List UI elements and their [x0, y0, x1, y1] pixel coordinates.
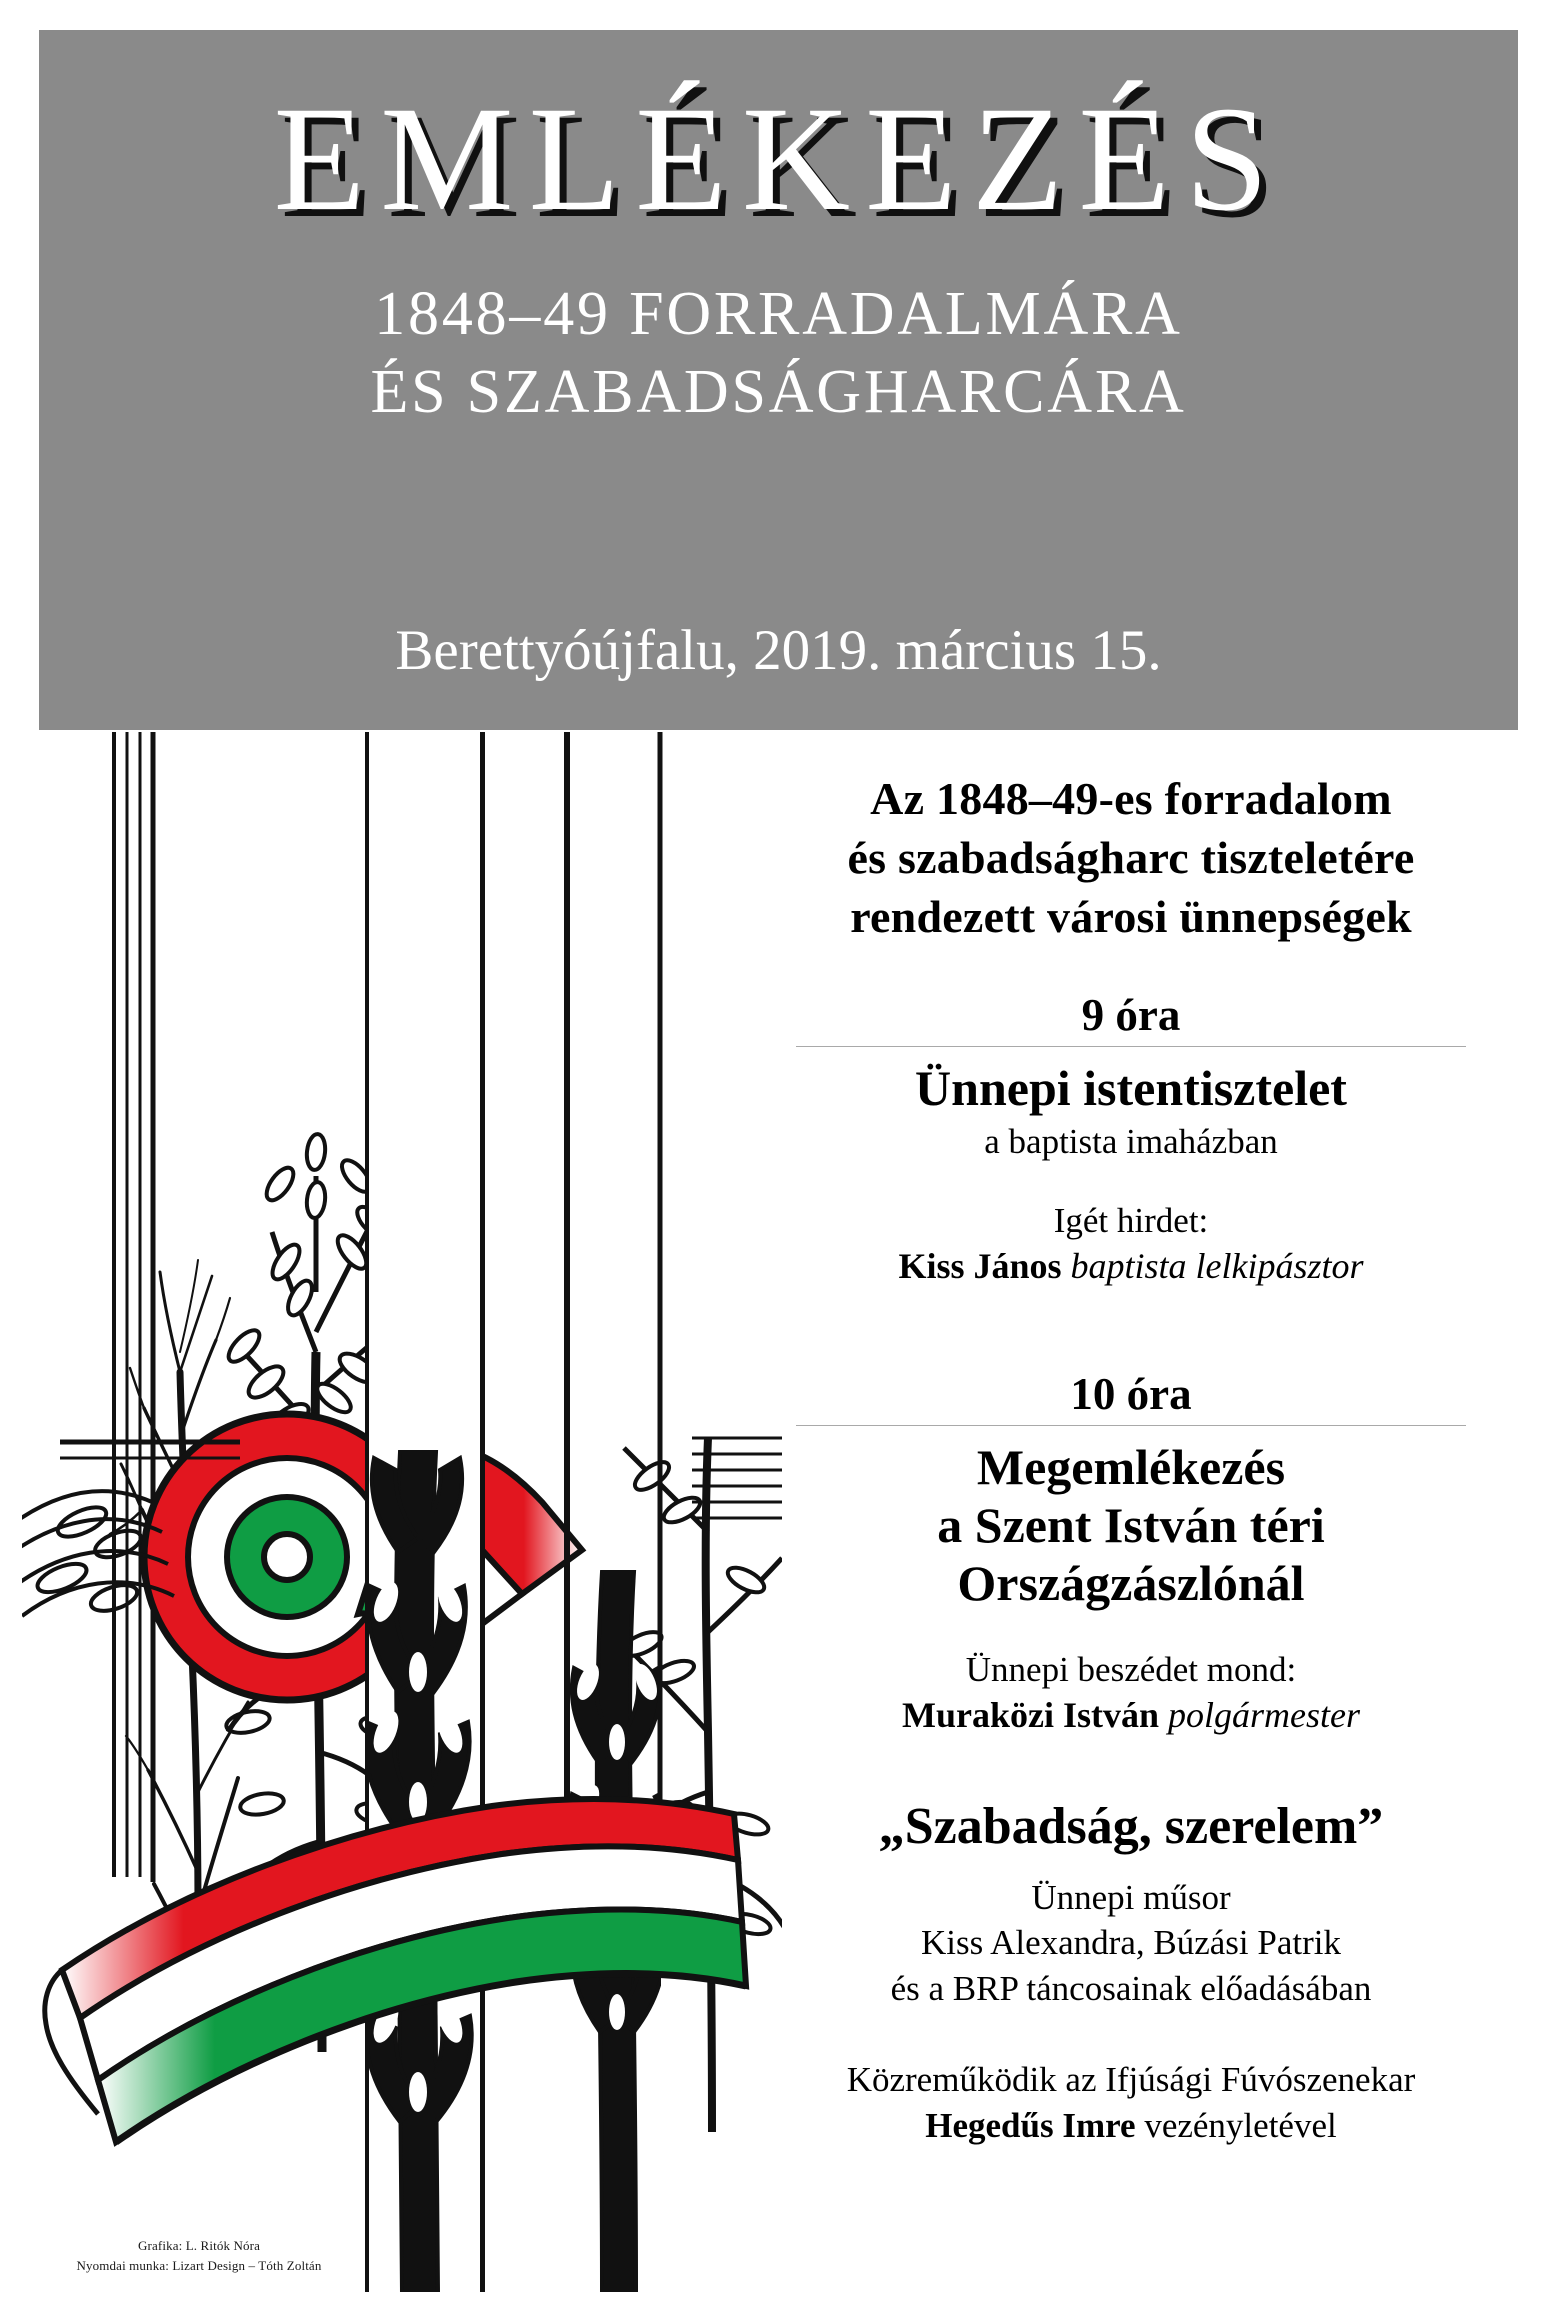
event-1-divider [796, 1046, 1466, 1047]
poster-subtitle-line-2: ÉS SZABADSÁGHARCÁRA [370, 358, 1187, 427]
event-1-title-line-1: Ünnepi istentisztelet [915, 1060, 1347, 1117]
program-closing [725, 2057, 1537, 2148]
performance-line-2: Kiss Alexandra, Búzási Patrik [921, 1923, 1341, 1963]
performance-line-3: és a BRP táncosainak előadásában [890, 1968, 1372, 2008]
program-event-1 [725, 991, 1537, 1290]
event-1-speaker-row [725, 1243, 1537, 1290]
event-1-place: a baptista imaházban [984, 1122, 1278, 1162]
event-1-speaker [725, 1199, 1537, 1290]
event-2-speaker-row [725, 1692, 1537, 1739]
poster-header-band [39, 30, 1518, 730]
cockade-illustration [22, 732, 782, 2292]
event-2-speaker [725, 1648, 1537, 1739]
event-2-title-line-1: Megemlékezés [976, 1439, 1286, 1496]
event-1-speaker-role: baptista lelkipásztor [1070, 1245, 1364, 1286]
event-2-title [725, 1438, 1537, 1612]
credit-graphics: Grafika: L. Ritók Nóra [138, 2238, 260, 2253]
event-2-title-line-3: Országzászlónál [957, 1555, 1305, 1612]
program-intro-line-2: és szabadságharc tiszteletére [847, 831, 1415, 883]
program-event-2 [725, 1370, 1537, 1739]
closing-conductor-row [725, 2103, 1537, 2149]
performance-details [725, 1875, 1537, 2012]
event-1-time: 9 óra [1081, 989, 1181, 1040]
artwork-credits [34, 2236, 364, 2276]
program-column [725, 770, 1537, 2148]
event-2-time: 10 óra [1070, 1368, 1192, 1419]
program-intro-line-1: Az 1848–49-es forradalom [870, 773, 1392, 824]
program-performance [725, 1797, 1537, 2011]
credit-print: Nyomdai munka: Lizart Design – Tóth Zoltán [76, 2258, 322, 2274]
program-intro [725, 770, 1537, 947]
poster-place-date: Berettyóújfalu, 2019. március 15. [395, 619, 1162, 682]
closing-line-1: Közreműködik az Ifjúsági Fúvószenekar [846, 2060, 1416, 2100]
poster-subtitle-line-1: 1848–49 FORRADALMÁRA [374, 280, 1183, 348]
event-2-speaker-role: polgármester [1168, 1694, 1360, 1735]
event-2-speaker-name: Muraközi István [901, 1694, 1159, 1735]
closing-conductor-name: Hegedűs Imre [925, 2105, 1136, 2145]
event-2-title-line-2: a Szent István téri [937, 1497, 1325, 1554]
event-2-speaker-label: Ünnepi beszédet mond: [965, 1650, 1297, 1690]
event-1-speaker-name: Kiss János [898, 1245, 1062, 1286]
poster-subtitle [39, 275, 1518, 431]
event-2-divider [796, 1425, 1466, 1426]
performance-line-1: Ünnepi műsor [1031, 1877, 1231, 1917]
closing-ensemble [725, 2057, 1537, 2103]
performance-title: „Szabadság, szerelem” [878, 1797, 1384, 1855]
spacer-performance [725, 1745, 1537, 1797]
closing-conductor-suffix: vezényletével [1135, 2105, 1337, 2145]
event-1-title [725, 1059, 1537, 1117]
event-1-speaker-label: Igét hirdet: [1053, 1201, 1209, 1241]
program-intro-line-3: rendezett városi ünnepségek [850, 890, 1412, 942]
page-title: EMLÉKEZÉS [273, 76, 1284, 242]
spacer-events [725, 1296, 1537, 1370]
